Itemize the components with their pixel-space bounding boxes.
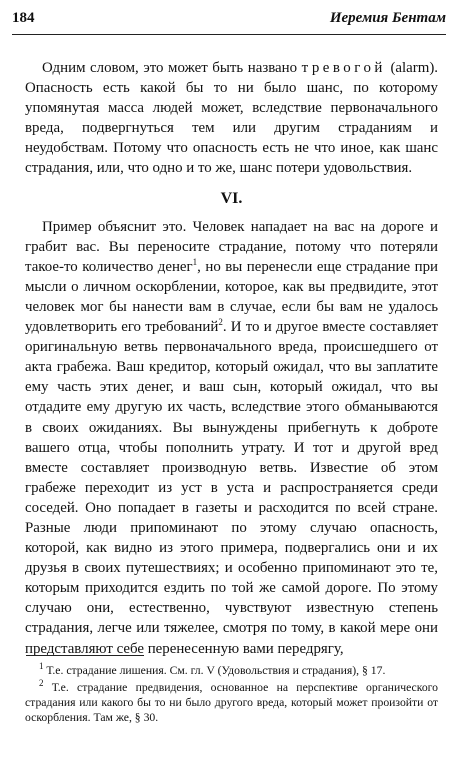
paragraph-2-part-1: Пример объяснит это. Человек нападает на вас на дороге и грабит вас. Вы переносите страдание, потому что потеряли такое-то количество денег bbox=[25, 218, 438, 275]
body-text bbox=[25, 58, 438, 659]
header-rule bbox=[12, 34, 446, 35]
paragraph-2 bbox=[25, 217, 438, 659]
running-title: Иеремия Бентам bbox=[329, 10, 446, 26]
footnotes bbox=[25, 663, 438, 727]
section-heading: VI. bbox=[220, 189, 243, 207]
paragraph-1 bbox=[25, 58, 438, 179]
spaced-term: тревогой bbox=[301, 60, 386, 76]
paragraph-1-start: Одним словом, это может быть названо bbox=[42, 60, 302, 76]
footnote-2-text: Т.е. страдание предвидения, основанное на перспективе органического страдания или какого бы то ни было другого вреда, который может произойти от оскорбления. Там же, § 30. bbox=[25, 681, 439, 724]
paragraph-1-rest: (alarm). Опасность есть какой бы то ни было шанс, по которому упомянутая масса людей может, вследствие первоначального вреда, подвергнуться тем или другим страданиям и неудобствам. Потому что опасность есть не что иное, как шанс страдания, или, что одно и то же, шанс потери удовольствия. bbox=[25, 60, 439, 177]
footnote-1-text: Т.е. страдание лишения. См. гл. V (Удовольствия и страдания), § 17. bbox=[46, 664, 386, 677]
footnote-ref-1[interactable]: 1 bbox=[192, 256, 198, 267]
footnote-2-marker: 2 bbox=[39, 678, 44, 689]
footnote-rule bbox=[26, 655, 144, 656]
paragraph-2-part-3: . И то и другое вместе составляет оригинальную ветвь первоначального вреда, происшедшего от акта грабежа. Ваш кредитор, который ожидал, что вы заплатите ему часть этих денег, и ваш сын, который ожидал, что вы отдадите ему другую их часть, вследствие этого обманываются в своих ожиданиях. Вы вынуждены прибегнуть к доброте вашего отца, чтобы пополнить утрату. И тот и другой вред вместе составляет производную ветвь. Известие об этом грабеже переходит из уст в уста и распространяется среди соседей. Оно попадает в газеты и расходится по всей стране. Разные люди припоминают по этому случаю опасность, которой, как видно из этого примера, подвергались они и их друзья в своих путешествиях; и особенно припоминают это те, которым приходится ездить по той же самой дороге. По этому случаю они, естественно, чувствуют известную степень страдания, легче или тяжелее, смотря по тому, в какой мере они представляют себе перенесенную вами передрягу, bbox=[25, 319, 438, 657]
paragraph-2-part-2: , но вы перенесли еще страдание при мысли о личном оскорблении, которое, как вы предвидите, этот человек мог бы нанести вам в случае, если бы вам не удалось удовлетворить его требований bbox=[25, 258, 438, 336]
footnote-2 bbox=[25, 680, 438, 725]
footnote-1-marker: 1 bbox=[39, 661, 44, 672]
page-number: 184 bbox=[12, 10, 35, 26]
running-header bbox=[12, 10, 446, 34]
footnote-ref-2[interactable]: 2 bbox=[218, 317, 223, 328]
footnote-1 bbox=[25, 663, 438, 678]
